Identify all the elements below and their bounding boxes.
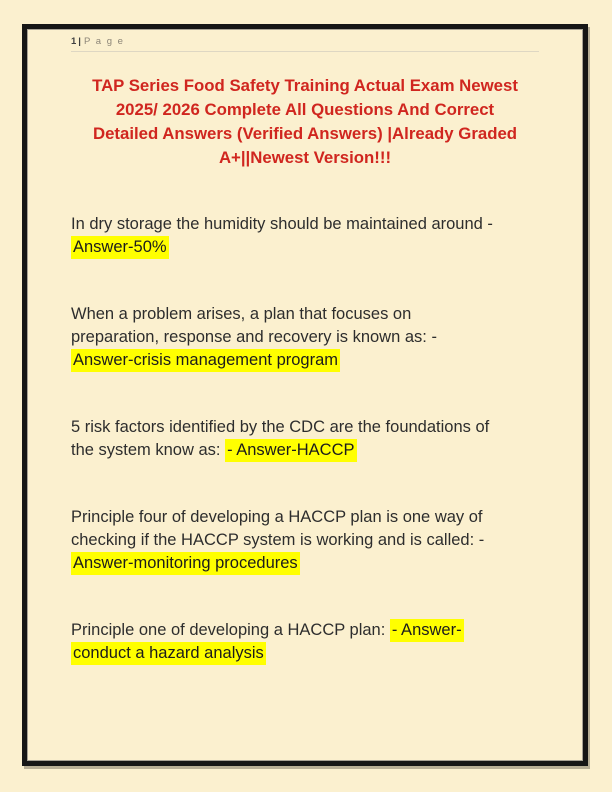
qa-paragraph [71,506,539,575]
question-text: 5 risk factors identified by the CDC are the foundations of [71,418,490,436]
title-line: TAP Series Food Safety Training Actual Exam Newest [92,76,518,95]
qa-line [71,506,539,529]
page-header [71,36,539,48]
question-text: When a problem arises, a plan that focuses on [71,305,412,323]
qa-line [71,619,539,642]
question-text: Principle four of developing a HACCP plan is one way of [71,508,483,526]
title-line: 2025/ 2026 Complete All Questions And Correct [115,100,495,119]
answer-highlight: Answer-monitoring procedures [71,552,300,575]
qa-paragraph [71,619,539,665]
qa-paragraph [71,213,539,259]
title-line: A+||Newest Version!!! [218,148,392,167]
qa-line [71,303,539,326]
document-title [71,74,539,170]
qa-paragraph [71,303,539,372]
qa-line [71,236,539,259]
qa-line [71,529,539,552]
qa-line [71,349,539,372]
answer-highlight: Answer-crisis management program [71,349,340,372]
qa-line [71,416,539,439]
question-text: the system know as: [71,441,226,459]
qa-line [71,439,539,462]
question-text: preparation, response and recovery is known as: - [71,328,437,346]
question-text: checking if the HACCP system is working and is called: - [71,531,485,549]
qa-line [71,552,539,575]
document-page [22,24,588,766]
title-line: Detailed Answers (Verified Answers) |Already Graded [92,124,518,143]
page-label: P a g e [83,36,125,47]
qa-line [71,213,539,236]
qa-paragraph [71,416,539,462]
question-text: In dry storage the humidity should be maintained around - [71,215,493,233]
page-number: 1 [71,36,77,47]
qa-line [71,642,539,665]
qa-line [71,326,539,349]
question-text: Principle one of developing a HACCP plan: [71,621,390,639]
answer-highlight: - Answer-HACCP [225,439,356,462]
page-header-separator: | [78,36,82,47]
answer-highlight: conduct a hazard analysis [71,642,266,665]
answer-highlight: Answer-50% [71,236,169,259]
header-divider [71,51,539,52]
page-content [27,29,583,761]
qa-list [71,213,539,665]
answer-highlight: - Answer- [390,619,464,642]
